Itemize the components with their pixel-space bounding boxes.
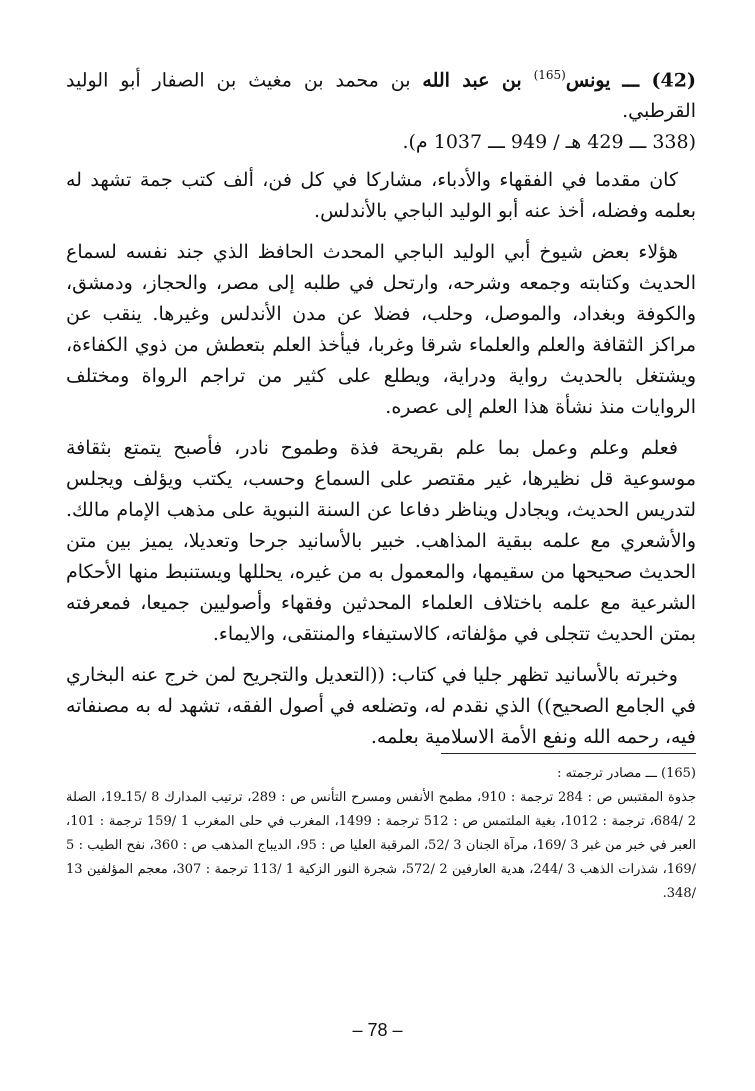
page-number: – 78 – (352, 1020, 403, 1040)
page-body (66, 60, 696, 763)
footnote-divider (441, 753, 696, 754)
entry-number: (42) ـــ (622, 69, 696, 92)
entry-name-rest: بن عبد الله (422, 69, 522, 92)
entry-lineage: بن محمد بن مغيث بن الصفار أبو الوليد القرطبي. (66, 69, 696, 123)
entry-heading (66, 60, 696, 127)
paragraph-3: فعلم وعلم وعمل بما علم بقريحة فذة وطموح نادر، فأصبح يتمتع بثقافة موسوعية قل نظيرها، غير مقتصر على السماع وحسب، يكتب ويؤلف ويجلس لتدريس الحديث، ويجادل ويناظر دفاعا عن السنة النبوية على مذهب الإمام مالك. والأشعري مع علمه ببقية المذاهب. خبير بالأسانيد جرحا وتعديلا، يميز بين متن الحديث صحيحها من سقيمها، والمعمول به من غيره، يحللها ويستنبط منها الأحكام الشرعية مع علمه باختلاف العلماء المحدثين وفقهاء وأصوليين جميعا، فمعرفته بمتن الحديث تتجلى في مؤلفاته، كالاستيفاء والمنتقى، والايماء. (66, 437, 696, 646)
entry-name: يونس (565, 69, 611, 92)
footnotes (66, 762, 696, 906)
paragraph-1: كان مقدما في الفقهاء والأدباء، مشاركا في كل فن، ألف كتب جمة تشهد له بعلمه وفضله، أخذ عنه أبو الوليد الباجي بالأندلس. (66, 169, 696, 223)
footnote-reference[interactable]: (165) (533, 68, 566, 82)
entry-dates: (338 ـــ 429 هـ / 949 ـــ 1037 م). (402, 131, 696, 154)
paragraph-4: وخبرته بالأسانيد تظهر جليا في كتاب: ((التعديل والتجريح لمن خرج عنه البخاري في الجامع الصحيح)) الذي نقدم له، وتضلعه في أصول الفقه، تشهد له به مصنفاته فيه، رحمه الله ونفع الأمة الاسلامية بعلمه. (66, 664, 696, 749)
paragraph-2: هؤلاء بعض شيوخ أبي الوليد الباجي المحدث الحافظ الذي جند نفسه لسماع الحديث وكتابته وجمعه وشرحه، وارتحل في طلبه إلى مصر، والحجاز، ودمشق، والكوفة وبغداد، والموصل، وحلب، فضلا عن مدن الأندلس وغيرها. ينقب عن مراكز الثقافة والعلم والعلماء شرقا وغربا، فيأخذ العلم بتعطش من ذوي الكفاءة، ويشتغل بالحديث رواية ودراية، ويطلع على كثير من تراجم الرواة ومختلف الروايات منذ نشأة هذا العلم إلى عصره. (66, 241, 696, 419)
footnote-label: (165) ـــ مصادر ترجمته : (557, 766, 696, 781)
footnote-text: جذوة المقتبس ص : 284 ترجمة : 910، مطمح الأنفس ومسرح التأنس ص : 289، ترتيب المدارك 8 /15ـ19، الصلة 2 /684، ترجمة : 1012، بغية الملتمس ص : 512 ترجمة : 1499، المغرب في حلى المغرب 1 /159 ترجمة : 101، العبر في خبر من غبر 3 /169، مرآة الجنان 3 /52، المرقبة العليا ص : 95، الديباج المذهب ص : 360، نفح الطيب : 5 /169، شذرات الذهب 3 /244، هدية العارفين 2 /572، شجرة النور الزكية 1 /113 ترجمة : 307، معجم المؤلفين 13 /348. (66, 790, 697, 901)
